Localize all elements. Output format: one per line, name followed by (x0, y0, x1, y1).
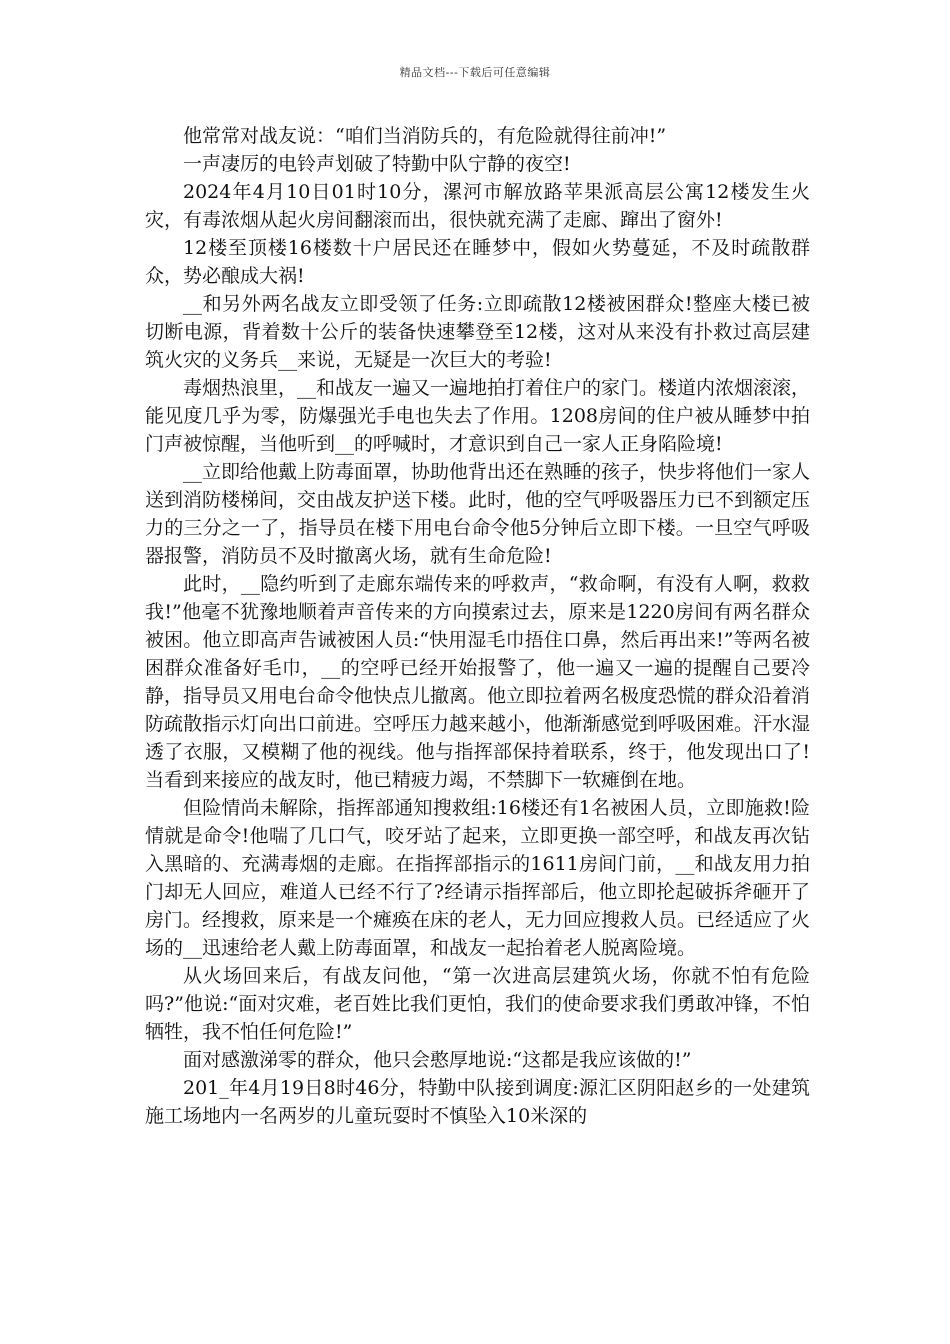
paragraph: 毒烟热浪里，__和战友一遍又一遍地拍打着住户的家门。楼道内浓烟滚滚，能见度几乎为零，防爆强光手电也失去了作用。1208房间的住户被从睡梦中拍门声被惊醒，当他听到__的呼喊时，才意识到自己一家人正身陷险境! (145, 377, 811, 455)
paragraph: 2024年4月10日01时10分，漯河市解放路苹果派高层公寓12楼发生火灾，有毒浓烟从起火房间翻滚而出，很快就充满了走廊、蹿出了窗外! (145, 181, 810, 231)
paragraph: 但险情尚未解除，指挥部通知搜救组:16楼还有1名被困人员，立即施救!险情就是命令!他喘了几口气，咬牙站了起来，立即更换一部空呼，和战友再次钻入黑暗的、充满毒烟的走廊。在指挥部指示的1611房间门前，__和战友用力拍门却无人回应，难道人已经不行了?经请示指挥部后，他立即抡起破拆斧砸开了房门。经搜救，原来是一个瘫痪在床的老人，无力回应搜救人员。已经适应了火场的__迅速给老人戴上防毒面罩，和战友一起抬着老人脱离险境。 (145, 797, 811, 959)
paragraph: 一声凄厉的电铃声划破了特勤中队宁静的夜空! (183, 153, 571, 175)
page-header: 精品文档---下载后可任意编辑 (399, 66, 551, 79)
document-body (145, 122, 810, 1130)
paragraph: 12楼至顶楼16楼数十户居民还在睡梦中，假如火势蔓延，不及时疏散群众，势必酿成大祸! (145, 237, 810, 287)
paragraph: 从火场回来后，有战友问他，“第一次进高层建筑火场，你就不怕有危险吗?”他说:“面对灾难，老百姓比我们更怕，我们的使命要求我们勇敢冲锋，不怕牺牲，我不怕任何危险!” (145, 965, 810, 1043)
paragraph: 此时，__隐约听到了走廊东端传来的呼救声，“救命啊，有没有人啊，救救我!”他毫不犹豫地顺着声音传来的方向摸索过去，原来是1220房间有两名群众被困。他立即高声告诫被困人员:“快用湿毛巾捂住口鼻，然后再出来!”等两名被困群众准备好毛巾，__的空呼已经开始报警了，他一遍又一遍的提醒自己要冷静，指导员又用电台命令他快点儿撤离。他立即拉着两名极度恐慌的群众沿着消防疏散指示灯向出口前进。空呼压力越来越小，他渐渐感觉到呼吸困难。汗水湿透了衣服，又模糊了他的视线。他与指挥部保持着联系，终于，他发现出口了!当看到来接应的战友时，他已精疲力竭，不禁脚下一软瘫倒在地。 (145, 573, 811, 791)
paragraph: __和另外两名战友立即受领了任务:立即疏散12楼被困群众!整座大楼已被切断电源，背着数十公斤的装备快速攀登至12楼，这对从来没有扑救过高层建筑火灾的义务兵__来说，无疑是一次巨大的考验! (145, 293, 810, 371)
paragraph: 201_年4月19日8时46分，特勤中队接到调度:源汇区阴阳赵乡的一处建筑施工场地内一名两岁的儿童玩耍时不慎坠入10米深的 (145, 1077, 810, 1127)
paragraph: __立即给他戴上防毒面罩，协助他背出还在熟睡的孩子，快步将他们一家人送到消防楼梯间，交由战友护送下楼。此时，他的空气呼吸器压力已不到额定压力的三分之一了，指导员在楼下用电台命令他5分钟后立即下楼。一旦空气呼吸器报警，消防员不及时撤离火场，就有生命危险! (145, 461, 811, 567)
paragraph: 面对感激涕零的群众，他只会憨厚地说:“这都是我应该做的!” (183, 1049, 692, 1071)
paragraph: 他常常对战友说：“咱们当消防兵的，有危险就得往前冲!” (183, 125, 667, 147)
